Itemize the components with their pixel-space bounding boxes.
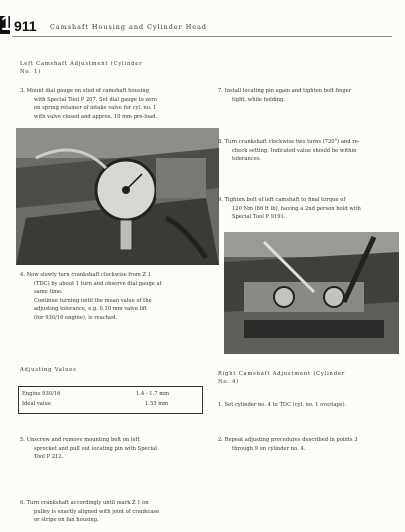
chapter-number: 1 [1, 13, 13, 35]
right-step-2: 2. Repeat adjusting procedures described in points 3 through 9 on cylinder no. 4. [218, 437, 358, 452]
model-number: 911 [14, 18, 37, 34]
step-4: 4. Now slowly turn crankshaft clockwise from Z 1 (TDC) by about 1 turn and observe dial gauge at same time. Continue turning until the mean value of the adjusting tolerance, e.g. 0.10 mm valve lift (for 930/16 engine), is reached. [20, 272, 162, 321]
step-6: 6. Turn crankshaft accordingly until mark Z 1 on pulley is exactly aligned with joint of crankcase or stripe on fan housing. [20, 500, 160, 524]
right-step-1: 1. Set cylinder no. 4 to TDC (cyl. no. 1 overlaps). [218, 402, 347, 408]
page-title: Camshaft Housing and Cylinder Head [50, 23, 207, 31]
step-3: 3. Mount dial gauge on stud of camshaft housing with Special Tool P 207. Set dial gauge to zero on spring retainer of intake valve for cyl. no. 1 with valve closed and approx. 10 mm pre-load. [20, 88, 158, 120]
row-ideal-label: Ideal value [22, 401, 51, 407]
right-camshaft-heading: Right Camshaft Adjustment (Cylinder No. 4) [218, 371, 345, 385]
adjusting-values-table [18, 386, 203, 414]
step-9: 9. Tighten bolt of left camshaft to final torque of 120 Nm (86 ft lb), having a 2nd person hold with Special Tool P 9191. [218, 197, 361, 221]
adjusting-values-heading: Adjusting Values [20, 367, 77, 373]
row-engine-value: 1.4 - 1.7 mm [136, 391, 170, 397]
row-ideal-value: 1.55 mm [145, 401, 169, 407]
row-engine-label: Engine 930/16 [22, 391, 61, 397]
header-rule [12, 36, 392, 37]
dial-gauge-photo [16, 128, 219, 265]
torque-tool-photo [224, 232, 399, 354]
left-camshaft-heading: Left Camshaft Adjustment (Cylinder No. 1) [20, 61, 143, 75]
step-7: 7. Install locating pin again and tighten bolt finger tight, while holding. [218, 88, 352, 103]
step-5: 5. Unscrew and remove mounting bolt on left sprocket and pull out locating pin with Special Tool P 212. [20, 437, 157, 461]
step-8: 8. Turn crankshaft clockwise two turns (720°) and re- check setting. Indicated value should be within tolerances. [218, 139, 360, 163]
